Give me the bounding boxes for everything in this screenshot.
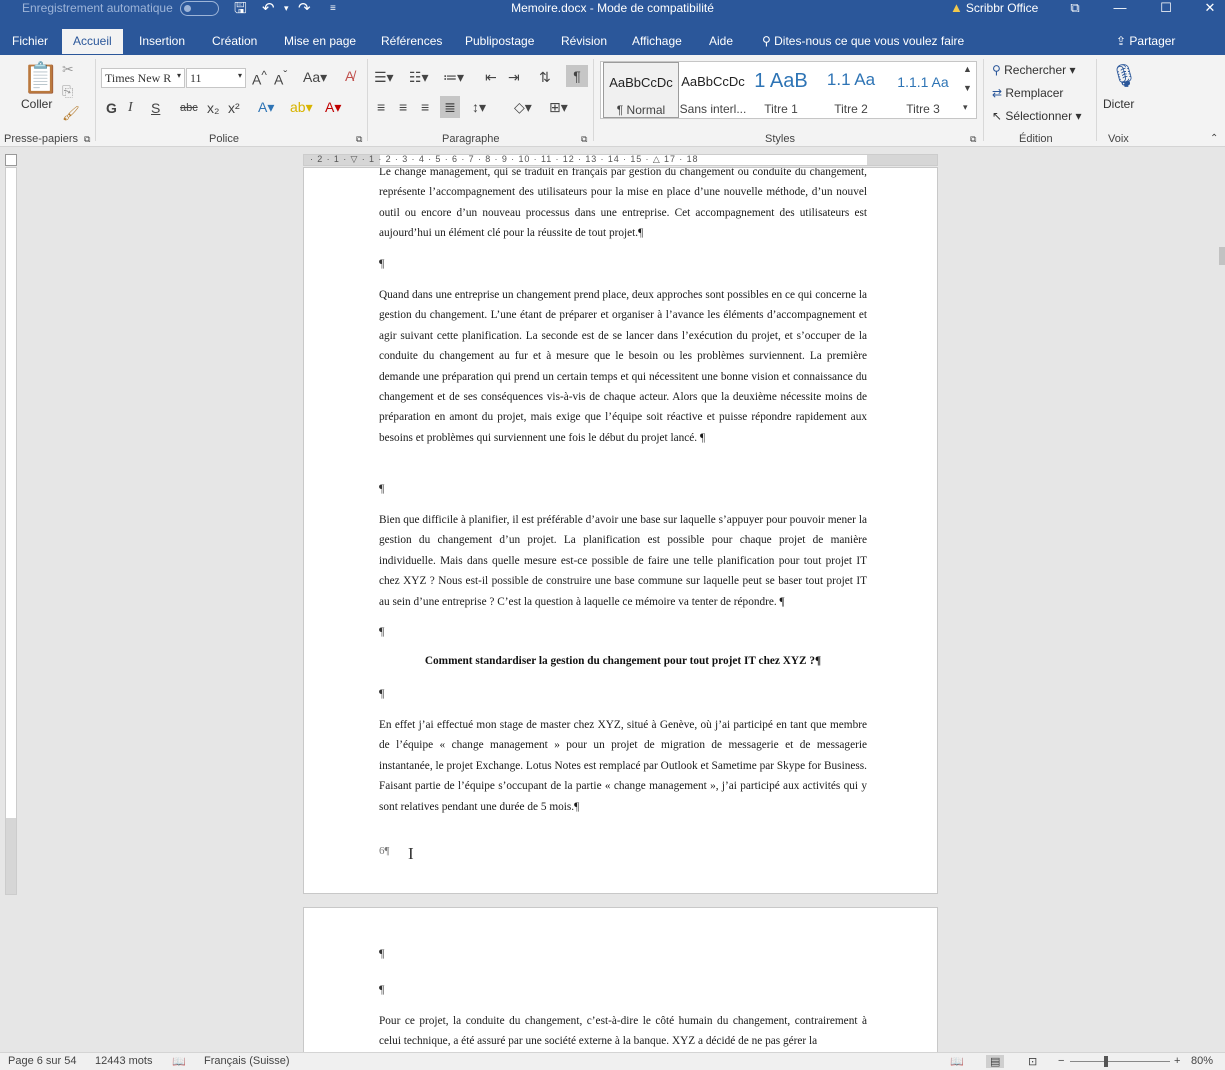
search-icon: ⚲ xyxy=(992,63,1005,77)
group-label-editing: Édition xyxy=(1019,133,1053,145)
customize-qat-icon[interactable]: ≡ xyxy=(330,3,336,14)
paragraph[interactable]: Le change management, qui se traduit en français par gestion du changement ou conduite du changement, représente l’accompagnement des utilisateurs pour la mise en place d’une nouvelle méthode, d’un nouvel outil ou encore d’un nouveau processus dans une entreprise. Cet accompagnement des utilisateurs est aujourd’hui un élément clé pour la réussite de tout projet.¶ xyxy=(379,167,867,240)
ribbon-display-icon[interactable]: ⧉ xyxy=(1070,0,1080,15)
vertical-ruler[interactable] xyxy=(5,167,17,895)
underline-icon[interactable]: S xyxy=(151,100,161,116)
find-button[interactable]: ⚲ Rechercher ▾ xyxy=(992,63,1076,77)
change-case-icon[interactable]: Aa▾ xyxy=(303,69,328,85)
document-page[interactable] xyxy=(303,167,938,894)
style-sans-interligne[interactable]: AaBbCcDc Sans interl... xyxy=(679,74,747,116)
paragraph[interactable]: En effet j’ai effectué mon stage de master chez XYZ, situé à Genève, où j’ai participé en tant que membre de l’équipe « change management » pour un projet de migration de messagerie et de messagerie instantanée, le projet Exchange. Lotus Notes est remplacé par Outlook et Sametime par Skype for Business. Faisant partie de l’équipe s’occupant de la partie « change management », j’ai participé aux activités qui y sont relatives pendant une durée de 5 mois.¶ xyxy=(379,719,867,813)
lightbulb-icon: ⚲ xyxy=(762,34,775,48)
tab-aide[interactable]: Aide xyxy=(709,34,734,48)
separator xyxy=(593,59,594,141)
research-question[interactable]: Comment standardiser la gestion du changement pour tout projet IT chez XYZ ?¶ xyxy=(424,655,822,667)
separator xyxy=(1096,59,1097,141)
bullets-icon[interactable]: ☰▾ xyxy=(374,69,394,85)
select-button[interactable]: ↖ Sélectionner ▾ xyxy=(992,109,1082,123)
tab-accueil[interactable]: Accueil xyxy=(62,29,123,54)
chevron-down-icon: ▾ xyxy=(237,71,242,80)
styles-gallery xyxy=(600,61,977,119)
styles-scroll-down-icon[interactable]: ▼ xyxy=(963,83,972,93)
paragraph[interactable]: Pour ce projet, la conduite du changement, c’est-à-dire le côté humain du changement, contrairement à celui technique, a été assuré par une société externe à la banque. XYZ a décidé de ne pas gérer la xyxy=(379,1015,867,1048)
warning-icon: ▲ xyxy=(950,0,963,15)
copy-icon[interactable]: ⎘ xyxy=(62,83,74,99)
tab-creation[interactable]: Création xyxy=(212,34,258,48)
tab-publipostage[interactable]: Publipostage xyxy=(465,34,535,48)
ribbon-tabs xyxy=(0,30,1225,55)
group-label-paragraph: Paragraphe xyxy=(442,133,500,145)
paste-icon[interactable]: 📋 xyxy=(22,62,60,95)
clear-formatting-icon[interactable]: A̸ xyxy=(345,68,355,84)
subscript-icon[interactable]: x₂ xyxy=(207,100,220,116)
style-titre-3[interactable]: 1.1.1 Aa Titre 3 xyxy=(897,74,949,116)
styles-launcher-icon[interactable]: ⧉ xyxy=(970,134,977,144)
empty-paragraph-mark[interactable]: ¶ xyxy=(379,982,385,996)
empty-paragraph-mark[interactable]: ¶ xyxy=(379,256,385,270)
undo-dropdown-icon[interactable]: ▾ xyxy=(284,3,289,13)
scrollbar-thumb[interactable] xyxy=(1219,247,1225,265)
tell-me-box[interactable]: ⚲ Dites-nous ce que vous voulez faire xyxy=(762,34,965,48)
proofing-icon[interactable]: 📖 xyxy=(172,1056,186,1068)
zoom-out-icon[interactable]: − xyxy=(1058,1055,1065,1067)
status-bar xyxy=(0,1052,1225,1070)
style-normal[interactable]: AaBbCcDc ¶ Normal xyxy=(603,62,679,118)
replace-icon: ⇄ xyxy=(992,86,1006,100)
tab-affichage[interactable]: Affichage xyxy=(632,34,682,48)
text-effects-icon[interactable]: A▾ xyxy=(258,99,275,115)
highlight-icon[interactable]: ab▾ xyxy=(290,99,313,115)
print-layout-icon[interactable]: ▤ xyxy=(986,1055,1004,1068)
strikethrough-icon[interactable]: abc xyxy=(180,102,198,114)
horizontal-ruler[interactable] xyxy=(303,154,938,166)
group-label-voice: Voix xyxy=(1108,133,1129,145)
align-left-icon[interactable]: ≡ xyxy=(377,99,386,115)
empty-paragraph-mark[interactable]: ¶ xyxy=(379,946,385,960)
shrink-font-icon[interactable]: $A^ˇ$ xyxy=(274,69,288,88)
autosave-label: Enregistrement automatique xyxy=(22,1,173,15)
group-label-styles: Styles xyxy=(765,133,795,145)
document-page[interactable] xyxy=(303,907,938,1057)
vertical-scrollbar[interactable] xyxy=(1219,147,1225,1052)
borders-icon[interactable]: ⊞▾ xyxy=(549,99,568,115)
page-indicator[interactable]: Page 6 sur 54 xyxy=(8,1055,77,1067)
line-spacing-icon[interactable]: ↕▾ xyxy=(472,99,487,115)
web-layout-icon[interactable]: ⊡ xyxy=(1028,1056,1038,1068)
undo-icon[interactable]: ↶ xyxy=(262,0,275,17)
font-launcher-icon[interactable]: ⧉ xyxy=(356,134,363,144)
tab-selector[interactable] xyxy=(5,154,17,166)
italic-icon[interactable]: I xyxy=(128,100,133,115)
paste-button[interactable]: Coller xyxy=(21,97,53,111)
clipboard-launcher-icon[interactable]: ⧉ xyxy=(84,134,91,144)
collapse-ribbon-icon[interactable]: ⌃ xyxy=(1210,133,1219,144)
tab-revision[interactable]: Révision xyxy=(561,34,608,48)
styles-more-icon[interactable]: ▾ xyxy=(963,102,968,112)
show-formatting-marks-icon[interactable]: ¶ xyxy=(566,65,588,87)
share-icon: ⇪ xyxy=(1116,34,1130,48)
ruler-bottom-margin xyxy=(6,818,16,894)
text-cursor-icon: I xyxy=(408,844,414,863)
zoom-level[interactable]: 80% xyxy=(1191,1055,1214,1067)
empty-paragraph-mark[interactable]: ¶ xyxy=(379,624,385,638)
font-size-box[interactable]: 11 ▾ xyxy=(186,68,246,88)
document-title: Memoire.docx - Mode de compatibilité xyxy=(511,1,714,15)
format-painter-icon[interactable]: 🖌 xyxy=(62,105,80,121)
minimize-icon[interactable]: — xyxy=(1113,0,1127,15)
paragraph[interactable]: Bien que difficile à planifier, il est préférable d’avoir une base sur laquelle s’appuyer pour pouvoir mener la gestion du changement d’un projet. La planification est possible pour chaque projet de manière individuelle. Mais dans quelle mesure est-ce possible de faire une telle planification pour tout projet IT chez XYZ ? Nous est-il possible de construire une base commune sur laquelle peut se baser tout projet IT au sein d’une entreprise ? C’est la question à laquelle ce mémoire va tenter de répondre. ¶ xyxy=(379,514,867,608)
microphone-icon[interactable]: 🎙 xyxy=(1110,63,1138,88)
tab-fichier[interactable]: Fichier xyxy=(12,34,49,48)
tab-mise-en-page[interactable]: Mise en page xyxy=(284,34,357,48)
group-label-font: Police xyxy=(209,133,239,145)
title-bar xyxy=(0,0,1225,30)
empty-paragraph-mark[interactable]: ¶ xyxy=(379,481,385,495)
paragraph-launcher-icon[interactable]: ⧉ xyxy=(581,134,588,144)
styles-scroll-up-icon[interactable]: ▲ xyxy=(963,64,972,74)
separator xyxy=(95,59,96,141)
justify-icon[interactable]: ≣ xyxy=(440,96,460,118)
close-icon[interactable]: ✕ xyxy=(1204,0,1216,15)
page-number: 6¶ xyxy=(379,845,390,857)
superscript-icon[interactable]: x² xyxy=(228,100,240,116)
empty-paragraph-mark[interactable]: ¶ xyxy=(379,686,385,700)
increase-indent-icon[interactable]: ⇥ xyxy=(508,69,520,85)
cut-icon[interactable]: ✂ xyxy=(62,61,74,77)
multilevel-list-icon[interactable]: ≔▾ xyxy=(443,69,465,85)
addin-label[interactable]: ▲ Scribbr Office xyxy=(950,0,1039,15)
zoom-slider-thumb[interactable] xyxy=(1104,1056,1108,1067)
autosave-toggle[interactable] xyxy=(180,1,219,16)
ruler-ticks: · 2 · 1 · ▽ · 1 · 2 · 3 · 4 · 5 · 6 · 7 · 8 · 9 · 10 · 11 · 12 · 13 · 14 · 15 · △ 17 · 18 xyxy=(310,154,699,164)
maximize-icon[interactable]: ☐ xyxy=(1160,0,1172,15)
bold-icon[interactable]: G xyxy=(106,100,117,116)
align-right-icon[interactable]: ≡ xyxy=(421,99,430,115)
paragraph[interactable]: Quand dans une entreprise un changement prend place, deux approches sont possibles en ce qui concerne la gestion du changement. L’une étant de préparer et organiser à l’avance les éléments d’accompagnement et agir suivant cette planification. La seconde est de se lancer dans l’exécution du projet, et s’occuper de la conduite du changement au fur et à mesure que le besoin ou les problèmes surviennent. La première demande une préparation qui prend un certain temps et qui nécessitent une bonne vision et connaissance du changement et de ses conséquences vis-à-vis de chaque acteur. Alors que la deuxième nécessite moins de préparation en amont du projet, mais exige que l’équipe soit réactive et puisse répondre rapidement aux besoins et problèmes qui surviennent une fois le début du projet lancé. ¶ xyxy=(379,289,867,444)
zoom-slider[interactable] xyxy=(1070,1061,1170,1062)
align-center-icon[interactable]: ≡ xyxy=(399,99,408,115)
read-mode-icon[interactable]: 📖 xyxy=(950,1056,964,1068)
ribbon xyxy=(0,55,1225,147)
cursor-arrow-icon: ↖ xyxy=(992,109,1006,123)
language-indicator[interactable]: Français (Suisse) xyxy=(204,1055,290,1067)
font-color-icon[interactable]: A▾ xyxy=(325,99,342,115)
dictate-button[interactable]: Dicter xyxy=(1103,97,1135,111)
shading-icon[interactable]: ◇▾ xyxy=(514,99,532,115)
zoom-in-icon[interactable]: + xyxy=(1174,1055,1181,1067)
share-button[interactable]: ⇪ Partager xyxy=(1116,34,1176,48)
redo-icon[interactable]: ↷ xyxy=(298,0,311,17)
save-icon[interactable]: 🖫 xyxy=(234,0,247,17)
ruler-right-margin xyxy=(867,155,937,165)
font-name-box[interactable]: Times New R ▾ xyxy=(101,68,185,88)
chevron-down-icon: ▾ xyxy=(176,71,181,80)
group-label-clipboard: Presse-papiers xyxy=(4,133,78,145)
sort-icon[interactable]: ⇅ xyxy=(539,69,551,85)
decrease-indent-icon[interactable]: ⇤ xyxy=(485,69,497,85)
tab-references[interactable]: Références xyxy=(381,34,443,48)
word-count[interactable]: 12443 mots xyxy=(95,1055,153,1067)
separator xyxy=(367,59,368,141)
replace-button[interactable]: ⇄ Remplacer xyxy=(992,86,1064,100)
grow-font-icon[interactable]: A^ xyxy=(252,69,267,88)
tab-insertion[interactable]: Insertion xyxy=(139,34,186,48)
style-titre-1[interactable]: 1 AaB Titre 1 xyxy=(754,70,808,116)
style-titre-2[interactable]: 1.1 Aa Titre 2 xyxy=(826,70,876,116)
numbering-icon[interactable]: ☷▾ xyxy=(409,69,429,85)
separator xyxy=(983,59,984,141)
